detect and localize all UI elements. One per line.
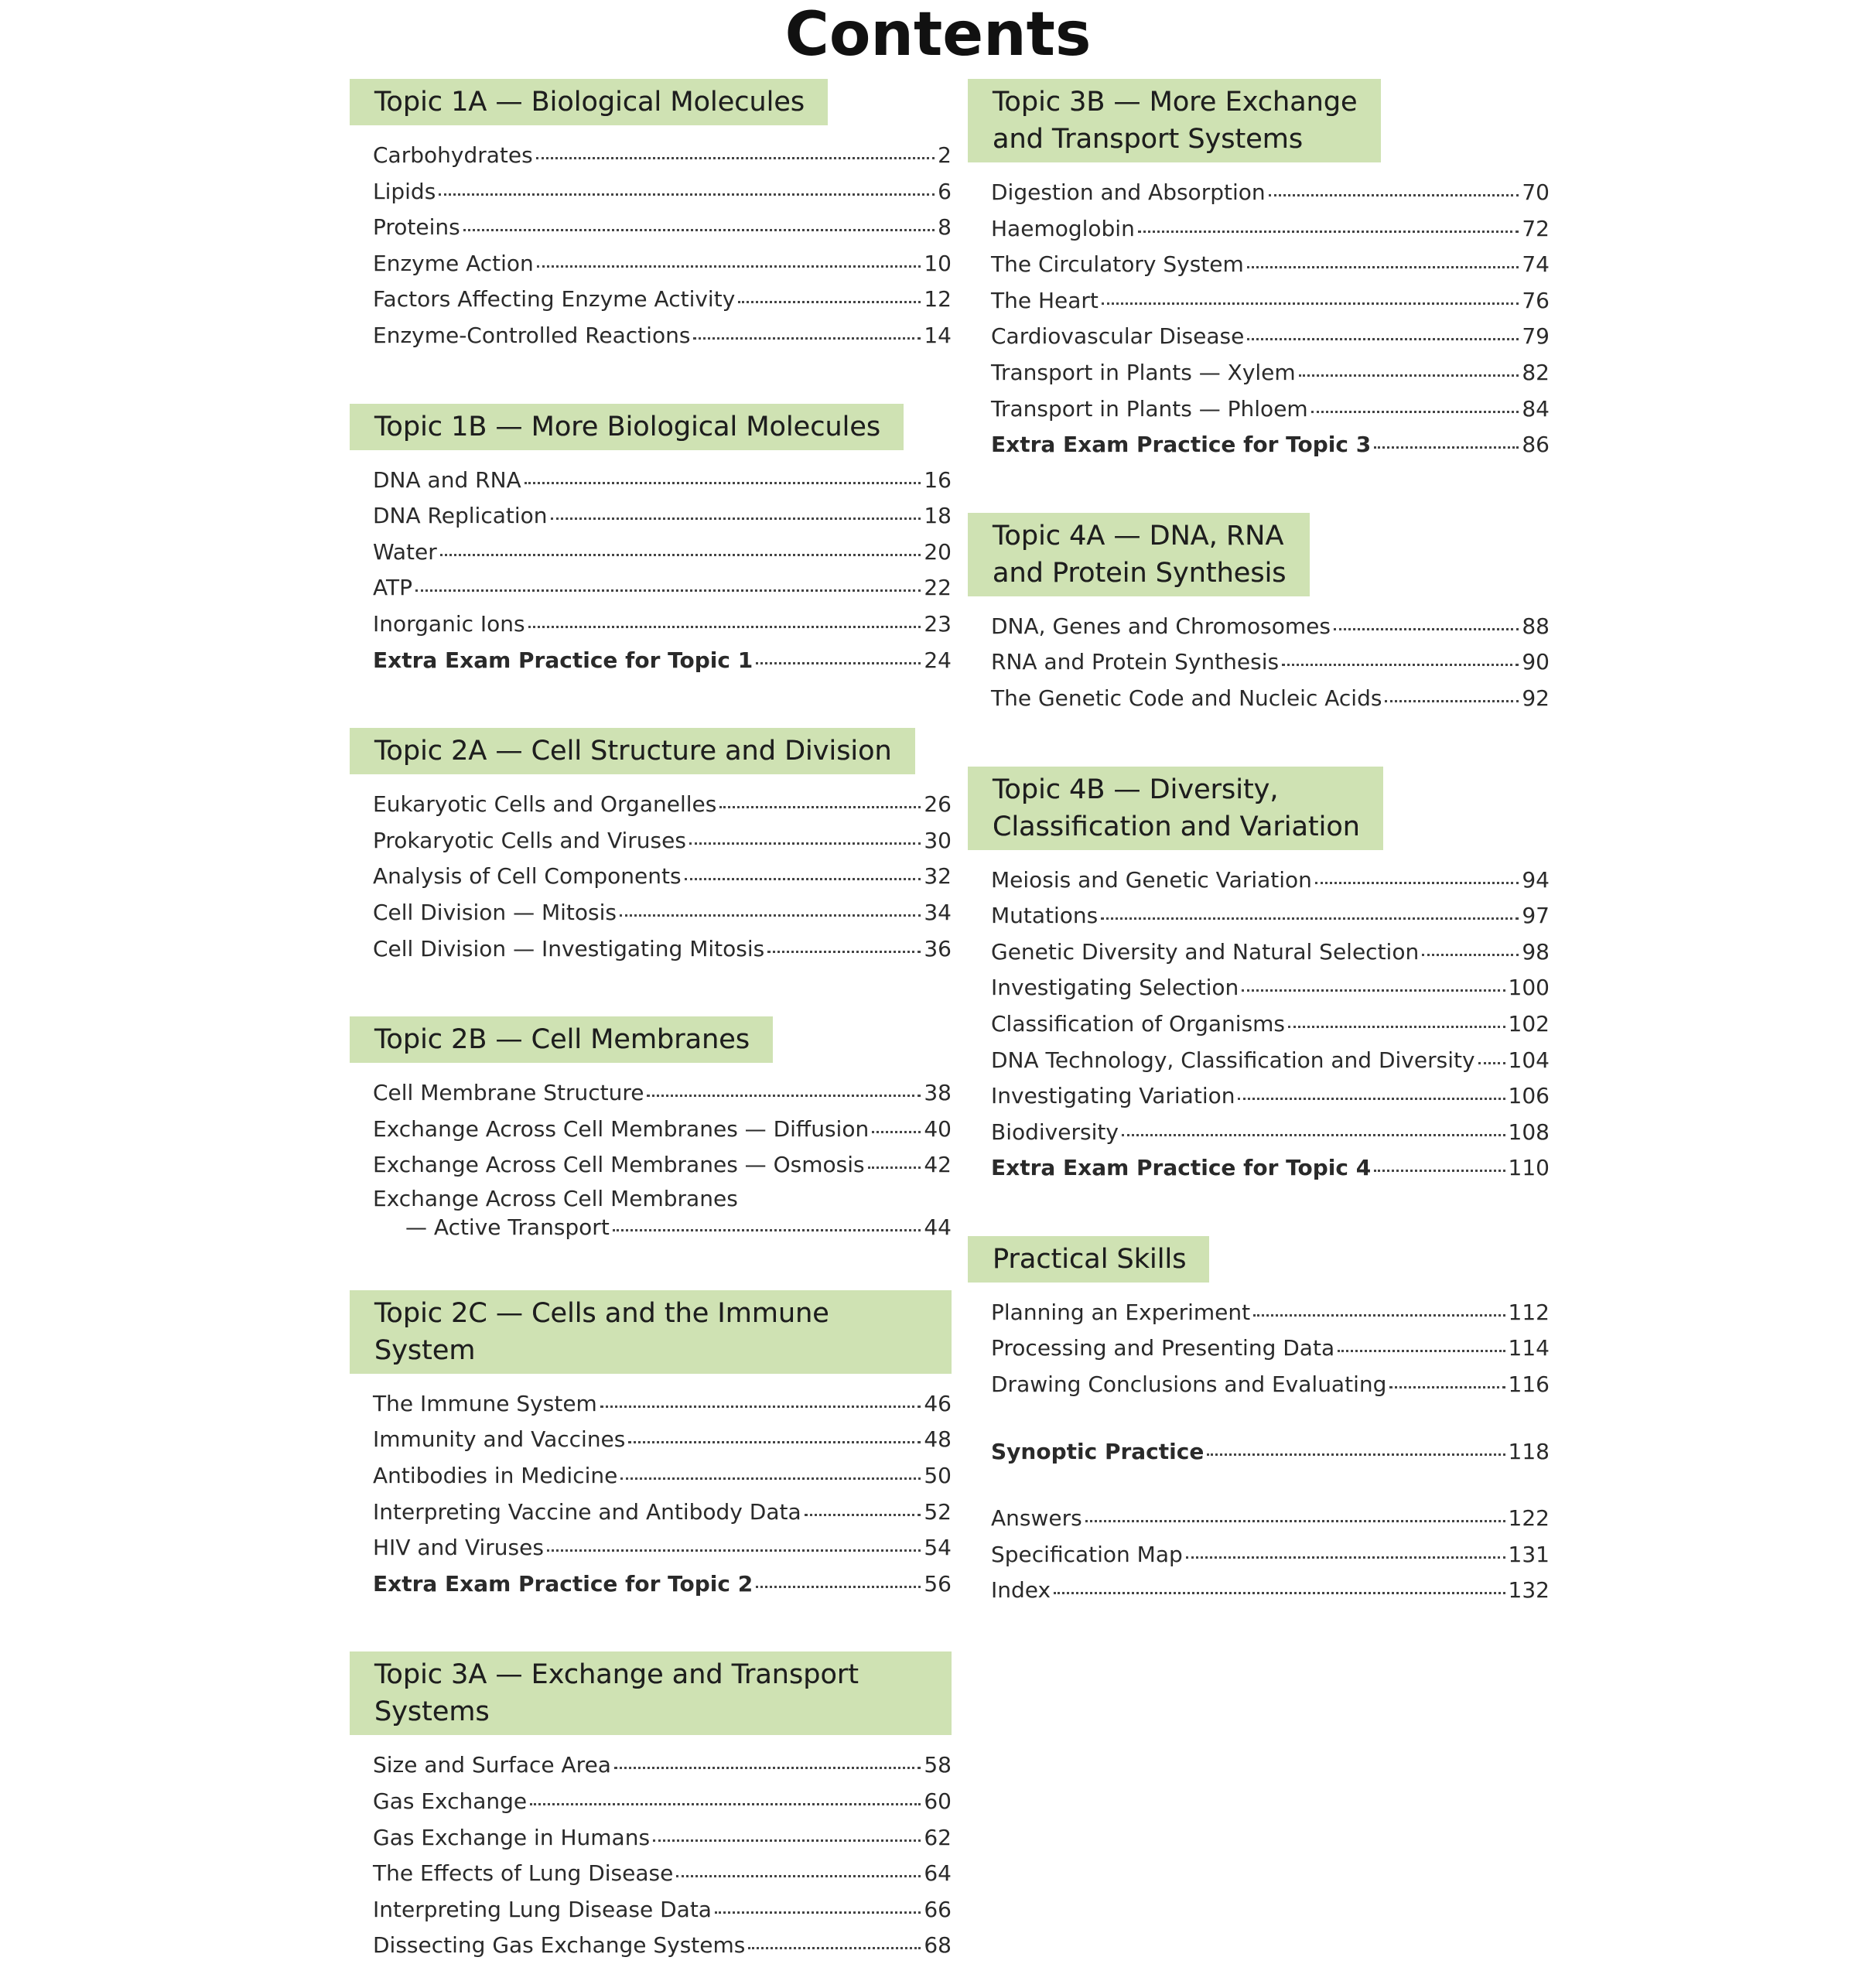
- entry-page-number: 32: [924, 863, 952, 890]
- toc-entry[interactable]: [991, 211, 1550, 248]
- dot-leader: [1282, 646, 1519, 669]
- entry-page-number: 60: [924, 1788, 952, 1815]
- dot-leader: [1478, 1044, 1505, 1067]
- toc-entry[interactable]: [991, 247, 1550, 283]
- entry-label: Prokaryotic Cells and Viruses: [373, 827, 686, 853]
- toc-entry[interactable]: [373, 1856, 952, 1892]
- entry-label: Exchange Across Cell Membranes — Diffusion: [373, 1115, 870, 1142]
- entry-page-number: 84: [1522, 395, 1550, 422]
- toc-entry[interactable]: [991, 391, 1550, 428]
- toc-entry[interactable]: [991, 1367, 1550, 1403]
- entry-page-number: 98: [1522, 938, 1550, 965]
- section-topic-3a: [350, 1651, 952, 1964]
- dot-leader: [537, 248, 921, 271]
- entry-label: ATP: [373, 575, 412, 601]
- entry-label: Enzyme-Controlled Reactions: [373, 322, 691, 348]
- entry-page-number: 48: [924, 1426, 952, 1453]
- dot-leader: [1238, 1080, 1505, 1103]
- entry-page-number: 2: [938, 142, 952, 168]
- toc-entry[interactable]: [373, 282, 952, 318]
- dot-leader: [715, 1894, 921, 1917]
- entry-page-number: 68: [924, 1932, 952, 1959]
- entry-page-number: 58: [924, 1752, 952, 1778]
- entry-label: Mutations: [991, 903, 1099, 929]
- dot-leader: [805, 1496, 921, 1519]
- dot-leader: [1315, 864, 1519, 887]
- toc-entry[interactable]: [991, 1573, 1550, 1609]
- toc-entry[interactable]: [373, 1494, 952, 1531]
- contents-left-column: [350, 79, 952, 1964]
- section-heading: Topic 4A — DNA, RNA and Protein Synthesis: [968, 513, 1310, 596]
- entry-page-number: 24: [924, 647, 952, 673]
- entry-label: Immunity and Vaccines: [373, 1426, 626, 1453]
- entry-page-number: 38: [924, 1080, 952, 1106]
- toc-entry[interactable]: [991, 934, 1550, 971]
- toc-entry[interactable]: [373, 787, 952, 823]
- entry-page-number: 116: [1508, 1371, 1550, 1398]
- entry-label: Processing and Presenting Data: [991, 1335, 1335, 1361]
- entry-page-number: 90: [1522, 649, 1550, 675]
- dot-leader: [685, 860, 921, 883]
- entry-label: DNA, Genes and Chromosomes: [991, 613, 1331, 639]
- entry-label: Answers: [991, 1505, 1082, 1532]
- dot-leader: [1311, 393, 1519, 416]
- toc-entry[interactable]: [991, 1295, 1550, 1331]
- dot-leader: [528, 608, 921, 631]
- toc-entry[interactable]: [373, 1747, 952, 1784]
- entry-page-number: 46: [924, 1390, 952, 1416]
- entry-label: Investigating Variation: [991, 1083, 1235, 1109]
- entry-label: DNA and RNA: [373, 466, 521, 493]
- dot-leader: [868, 1149, 921, 1172]
- dot-leader: [1247, 248, 1519, 272]
- entry-page-number: 74: [1522, 251, 1550, 278]
- toc-entry[interactable]: [991, 970, 1550, 1006]
- toc-entry[interactable]: [991, 355, 1550, 391]
- section-topic-2b: [350, 1016, 952, 1241]
- entry-label: The Effects of Lung Disease: [373, 1860, 674, 1887]
- entry-list: [968, 850, 1550, 1187]
- toc-entry[interactable]: [991, 681, 1550, 717]
- dot-leader: [1102, 285, 1519, 308]
- entry-label: Antibodies in Medicine: [373, 1463, 618, 1489]
- entry-page-number: 94: [1522, 866, 1550, 893]
- toc-entry[interactable]: [373, 318, 952, 354]
- toc-entry[interactable]: [373, 138, 952, 174]
- toc-entry[interactable]: [373, 535, 952, 571]
- section-topic-2a: [350, 728, 952, 967]
- dot-leader: [440, 536, 921, 559]
- entry-page-number: 10: [924, 250, 952, 276]
- toc-entry[interactable]: [373, 1892, 952, 1928]
- toc-entry[interactable]: [991, 862, 1550, 899]
- entry-page-number: 72: [1522, 215, 1550, 241]
- dot-leader: [719, 788, 921, 811]
- dot-leader: [1138, 213, 1519, 236]
- entry-label: DNA Replication: [373, 503, 548, 529]
- section-topic-1a: [350, 79, 952, 354]
- entry-page-number: 102: [1508, 1010, 1550, 1037]
- entry-label: DNA Technology, Classification and Diversity: [991, 1047, 1475, 1073]
- entry-label: Gas Exchange: [373, 1788, 528, 1815]
- toc-entry[interactable]: [991, 644, 1550, 681]
- entry-label: Extra Exam Practice for Topic 4: [991, 1155, 1372, 1181]
- entry-list: [350, 1374, 952, 1603]
- entry-page-number: 22: [924, 575, 952, 601]
- entry-label-line1: Exchange Across Cell Membranes: [373, 1185, 738, 1211]
- entry-list: [968, 162, 1550, 463]
- entry-page-number: 36: [924, 935, 952, 962]
- dot-leader: [525, 464, 921, 487]
- entry-page-number: 16: [924, 466, 952, 493]
- dot-leader: [600, 1388, 921, 1411]
- dot-leader: [872, 1113, 921, 1136]
- dot-leader: [614, 1749, 921, 1772]
- toc-entry[interactable]: [373, 823, 952, 859]
- entry-label: Gas Exchange in Humans: [373, 1824, 651, 1850]
- dot-leader: [756, 1568, 921, 1591]
- toc-entry[interactable]: [991, 1537, 1550, 1573]
- toc-entry[interactable]: [373, 1820, 952, 1856]
- entry-label: Meiosis and Genetic Variation: [991, 866, 1312, 893]
- toc-entry[interactable]: [991, 1115, 1550, 1151]
- dot-leader: [748, 1929, 921, 1952]
- entry-label: RNA and Protein Synthesis: [991, 649, 1280, 675]
- entry-page-number: 42: [924, 1152, 952, 1178]
- dot-leader: [1269, 176, 1519, 200]
- dot-leader: [1085, 1502, 1505, 1525]
- entry-page-number: 88: [1522, 613, 1550, 639]
- entry-page-number: 34: [924, 899, 952, 925]
- entry-label: Factors Affecting Enzyme Activity: [373, 286, 736, 313]
- dot-leader: [1389, 1368, 1505, 1392]
- entry-page-number: 86: [1522, 432, 1550, 458]
- toc-entry-extra-practice[interactable]: [991, 1150, 1550, 1187]
- toc-entry[interactable]: [991, 898, 1550, 934]
- toc-entry[interactable]: [991, 1043, 1550, 1079]
- toc-entry[interactable]: [991, 609, 1550, 645]
- entry-label: Enzyme Action: [373, 250, 534, 276]
- dot-leader: [439, 176, 935, 199]
- entry-page-number: 20: [924, 538, 952, 565]
- dot-leader: [536, 139, 935, 162]
- dot-leader: [1374, 1152, 1505, 1175]
- entry-page-number: 106: [1508, 1083, 1550, 1109]
- dot-leader: [1122, 1116, 1505, 1139]
- entry-label: The Immune System: [373, 1390, 597, 1416]
- entry-label: Cardiovascular Disease: [991, 323, 1245, 350]
- dot-leader: [676, 1857, 921, 1880]
- toc-entry[interactable]: [373, 174, 952, 210]
- dot-leader: [653, 1822, 921, 1845]
- entry-list: [350, 1063, 952, 1241]
- section-heading: Topic 2A — Cell Structure and Division: [350, 728, 915, 774]
- entry-page-number: 66: [924, 1896, 952, 1922]
- entry-page-number: 122: [1508, 1505, 1550, 1532]
- entry-page-number: 12: [924, 286, 952, 313]
- entry-label: Cell Division — Investigating Mitosis: [373, 935, 765, 962]
- entry-label: Dissecting Gas Exchange Systems: [373, 1932, 746, 1959]
- entry-list: [350, 125, 952, 354]
- entry-label: Water: [373, 538, 437, 565]
- entry-label: Index: [991, 1577, 1051, 1604]
- entry-label: Carbohydrates: [373, 142, 533, 168]
- dot-leader: [1338, 1332, 1505, 1355]
- section-heading: Topic 1A — Biological Molecules: [350, 79, 828, 125]
- entry-page-number: 52: [924, 1498, 952, 1525]
- toc-entry[interactable]: [991, 1006, 1550, 1043]
- entry-list: [350, 774, 952, 967]
- toc-entry[interactable]: [373, 1075, 952, 1112]
- contents-right-column: [968, 79, 1550, 1609]
- toc-entry[interactable]: [373, 606, 952, 643]
- entry-label: Transport in Plants — Phloem: [991, 395, 1308, 422]
- entry-page-number: 23: [924, 610, 952, 637]
- entry-page-number: 70: [1522, 179, 1550, 205]
- dot-leader: [547, 1532, 921, 1555]
- entry-page-number: 64: [924, 1860, 952, 1887]
- entry-page-number: 104: [1508, 1047, 1550, 1073]
- entry-label: Interpreting Vaccine and Antibody Data: [373, 1498, 801, 1525]
- dot-leader: [1186, 1539, 1505, 1562]
- toc-entry[interactable]: [373, 210, 952, 246]
- entry-label: Cell Membrane Structure: [373, 1080, 644, 1106]
- dot-leader: [1334, 610, 1519, 634]
- toc-entry[interactable]: [373, 1112, 952, 1148]
- dot-leader: [1207, 1436, 1505, 1459]
- entry-label: HIV and Viruses: [373, 1535, 544, 1561]
- dot-leader: [551, 500, 921, 523]
- section-heading: Topic 1B — More Biological Molecules: [350, 404, 904, 450]
- toc-entry-extra-practice[interactable]: [373, 643, 952, 679]
- entry-label: Haemoglobin: [991, 215, 1135, 241]
- entry-label: Lipids: [373, 178, 436, 204]
- toc-entry[interactable]: [373, 1386, 952, 1423]
- toc-entry[interactable]: [373, 498, 952, 535]
- dot-leader: [647, 1077, 921, 1100]
- toc-entry[interactable]: [991, 1501, 1550, 1537]
- entry-label: Proteins: [373, 214, 460, 241]
- back-matter-list: [968, 1501, 1550, 1609]
- entry-page-number: 40: [924, 1115, 952, 1142]
- entry-label: Analysis of Cell Components: [373, 863, 682, 890]
- dot-leader: [620, 1460, 921, 1483]
- toc-entry[interactable]: [991, 283, 1550, 319]
- entry-page-number: 131: [1508, 1541, 1550, 1567]
- toc-entry[interactable]: [991, 175, 1550, 211]
- entry-page-number: 8: [938, 214, 952, 241]
- entry-page-number: 54: [924, 1535, 952, 1561]
- dot-leader: [1101, 900, 1519, 923]
- toc-entry[interactable]: [373, 1530, 952, 1566]
- entry-page-number: 82: [1522, 359, 1550, 385]
- dot-leader: [530, 1785, 921, 1809]
- dot-leader: [738, 283, 921, 306]
- page-title: Contents: [784, 0, 1092, 70]
- dot-leader: [1242, 972, 1505, 995]
- toc-entry[interactable]: [373, 1458, 952, 1494]
- entry-label: Extra Exam Practice for Topic 1: [373, 647, 753, 673]
- entry-page-number: 79: [1522, 323, 1550, 350]
- section-heading: Topic 3A — Exchange and Transport Systems: [350, 1651, 952, 1735]
- entry-list: [350, 450, 952, 679]
- section-heading: Topic 4B — Diversity, Classification and Variation: [968, 767, 1383, 850]
- toc-entry-synoptic-practice[interactable]: [991, 1434, 1550, 1470]
- entry-page-number: 97: [1522, 903, 1550, 929]
- toc-entry[interactable]: [373, 1784, 952, 1820]
- toc-entry[interactable]: [373, 1928, 952, 1964]
- toc-entry[interactable]: [991, 1078, 1550, 1115]
- entry-label: The Circulatory System: [991, 251, 1244, 278]
- toc-entry[interactable]: [373, 246, 952, 282]
- section-topic-4a: [968, 513, 1550, 717]
- toc-entry-two-line[interactable]: [373, 1184, 952, 1241]
- dot-leader: [767, 933, 921, 956]
- synoptic-section: [968, 1434, 1550, 1470]
- dot-leader: [1299, 357, 1519, 380]
- entry-page-number: 56: [924, 1570, 952, 1597]
- toc-entry[interactable]: [373, 1147, 952, 1184]
- entry-page-number: 50: [924, 1463, 952, 1489]
- section-heading: Topic 3B — More Exchange and Transport Systems: [968, 79, 1381, 162]
- entry-page-number: 30: [924, 827, 952, 853]
- entry-label: Exchange Across Cell Membranes — Osmosis: [373, 1152, 865, 1178]
- entry-label: Planning an Experiment: [991, 1299, 1251, 1325]
- entry-label: Investigating Selection: [991, 975, 1239, 1001]
- entry-label: Transport in Plants — Xylem: [991, 359, 1296, 385]
- toc-entry[interactable]: [373, 463, 952, 499]
- entry-list: [968, 596, 1550, 717]
- entry-label-line2: — Active Transport: [405, 1214, 610, 1240]
- entry-continuation: [373, 1211, 952, 1238]
- entry-page-number: 114: [1508, 1335, 1550, 1361]
- dot-leader: [613, 1211, 921, 1235]
- section-topic-4b: [968, 767, 1550, 1187]
- dot-leader: [1247, 320, 1519, 343]
- dot-leader: [1422, 936, 1519, 959]
- entry-label: Eukaryotic Cells and Organelles: [373, 791, 717, 818]
- entry-label: Drawing Conclusions and Evaluating: [991, 1371, 1387, 1398]
- entry-page-number: 76: [1522, 287, 1550, 313]
- entry-page-number: 132: [1508, 1577, 1550, 1604]
- section-heading: Topic 2B — Cell Membranes: [350, 1016, 773, 1063]
- toc-entry[interactable]: [373, 931, 952, 968]
- dot-leader: [620, 897, 921, 920]
- dot-leader: [1054, 1574, 1505, 1597]
- entry-label: Size and Surface Area: [373, 1752, 611, 1778]
- entry-label: Inorganic Ions: [373, 610, 525, 637]
- entry-label: Genetic Diversity and Natural Selection: [991, 938, 1420, 965]
- entry-list: [968, 1283, 1550, 1403]
- dot-leader: [689, 825, 921, 848]
- entry-label: Extra Exam Practice for Topic 2: [373, 1570, 753, 1597]
- entry-label: Interpreting Lung Disease Data: [373, 1896, 712, 1922]
- section-heading: Topic 2C — Cells and the Immune System: [350, 1290, 952, 1374]
- entry-page-number: 92: [1522, 685, 1550, 711]
- toc-entry[interactable]: [991, 319, 1550, 355]
- entry-label: The Genetic Code and Nucleic Acids: [991, 685, 1382, 711]
- entry-page-number: 112: [1508, 1299, 1550, 1325]
- section-topic-1b: [350, 404, 952, 679]
- entry-page-number: 6: [938, 178, 952, 204]
- section-topic-3b: [968, 79, 1550, 463]
- dot-leader: [415, 572, 921, 595]
- dot-leader: [628, 1423, 921, 1447]
- toc-entry[interactable]: [373, 570, 952, 606]
- entry-label: The Heart: [991, 287, 1099, 313]
- toc-entry-extra-practice[interactable]: [373, 1566, 952, 1603]
- entry-page-number: 118: [1508, 1438, 1550, 1464]
- entry-page-number: 62: [924, 1824, 952, 1850]
- dot-leader: [1374, 429, 1519, 452]
- entry-page-number: 44: [924, 1214, 952, 1240]
- toc-entry[interactable]: [373, 895, 952, 931]
- section-practical-skills: [968, 1236, 1550, 1403]
- entry-label: Classification of Organisms: [991, 1010, 1286, 1037]
- entry-list: [350, 1735, 952, 1964]
- dot-leader: [1385, 682, 1519, 705]
- entry-label: Biodiversity: [991, 1119, 1119, 1145]
- entry-page-number: 108: [1508, 1119, 1550, 1145]
- dot-leader: [463, 211, 935, 234]
- entry-label: Synoptic Practice: [991, 1438, 1205, 1464]
- dot-leader: [1253, 1296, 1505, 1320]
- entry-page-number: 100: [1508, 975, 1550, 1001]
- entry-label: Extra Exam Practice for Topic 3: [991, 432, 1372, 458]
- section-heading: Practical Skills: [968, 1236, 1209, 1283]
- entry-page-number: 14: [924, 322, 952, 348]
- entry-label: Specification Map: [991, 1541, 1183, 1567]
- entry-page-number: 110: [1508, 1155, 1550, 1181]
- entry-label: Cell Division — Mitosis: [373, 899, 617, 925]
- section-topic-2c: [350, 1290, 952, 1603]
- dot-leader: [1288, 1008, 1505, 1031]
- dot-leader: [756, 644, 921, 668]
- toc-entry[interactable]: [991, 1330, 1550, 1367]
- entry-label: Digestion and Absorption: [991, 179, 1266, 205]
- toc-entry-extra-practice[interactable]: [991, 427, 1550, 463]
- toc-entry[interactable]: [373, 859, 952, 895]
- entry-page-number: 26: [924, 791, 952, 818]
- toc-entry[interactable]: [373, 1422, 952, 1458]
- entry-page-number: 18: [924, 503, 952, 529]
- dot-leader: [693, 319, 921, 343]
